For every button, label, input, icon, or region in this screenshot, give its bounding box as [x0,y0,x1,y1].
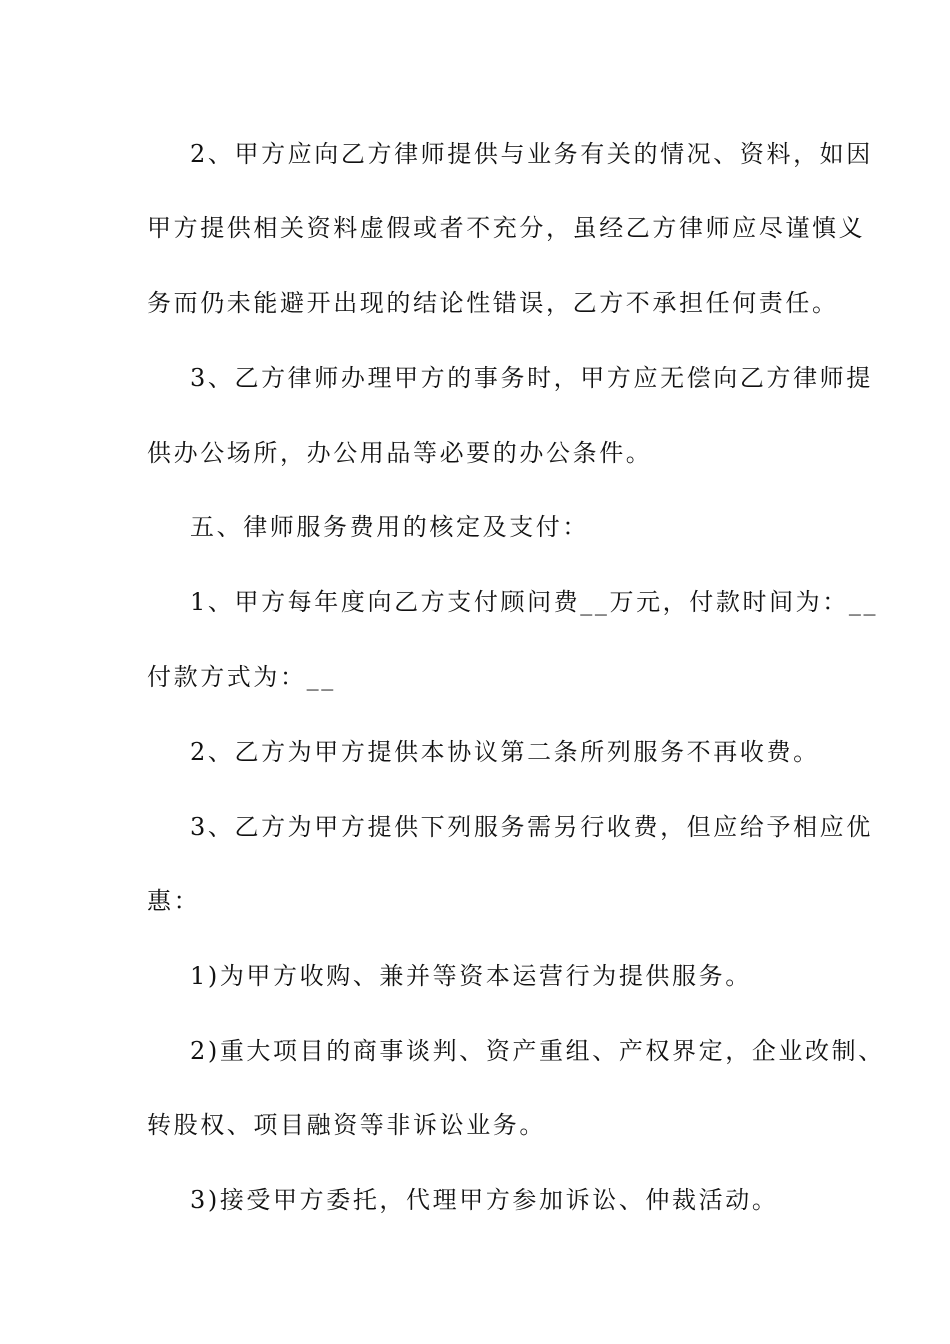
paragraph-2-line-3: 务而仍未能避开出现的结论性错误，乙方不承担任何责任。 [147,289,839,317]
section-heading-5: 五、律师服务费用的核定及支付： [190,513,589,541]
paragraph-3-line-1: 3、乙方律师办理甲方的事务时，甲方应无偿向乙方律师提 [190,364,873,392]
fee-item-3-line-1: 3、乙方为甲方提供下列服务需另行收费，但应给予相应优 [190,813,873,841]
fee-item-2: 2、乙方为甲方提供本协议第二条所列服务不再收费。 [190,738,820,766]
fee-item-1-line-2: 付款方式为：__ [147,663,336,691]
fee-item-1-line-1: 1、甲方每年度向乙方支付顾问费__万元，付款时间为：__ [190,588,879,616]
paragraph-2-line-1: 2、甲方应向乙方律师提供与业务有关的情况、资料，如因 [190,140,873,168]
paragraph-3-line-2: 供办公场所，办公用品等必要的办公条件。 [147,439,653,467]
sub-item-3: 3)接受甲方委托，代理甲方参加诉讼、仲裁活动。 [190,1186,779,1214]
paragraph-2-line-2: 甲方提供相关资料虚假或者不充分，虽经乙方律师应尽谨慎义 [147,214,866,242]
sub-item-1: 1)为甲方收购、兼并等资本运营行为提供服务。 [190,962,752,990]
sub-item-2-line-1: 2)重大项目的商事谈判、资产重组、产权界定，企业改制、 [190,1037,885,1065]
sub-item-2-line-2: 转股权、项目融资等非诉讼业务。 [147,1111,546,1139]
fee-item-3-line-2: 惠： [147,887,201,915]
